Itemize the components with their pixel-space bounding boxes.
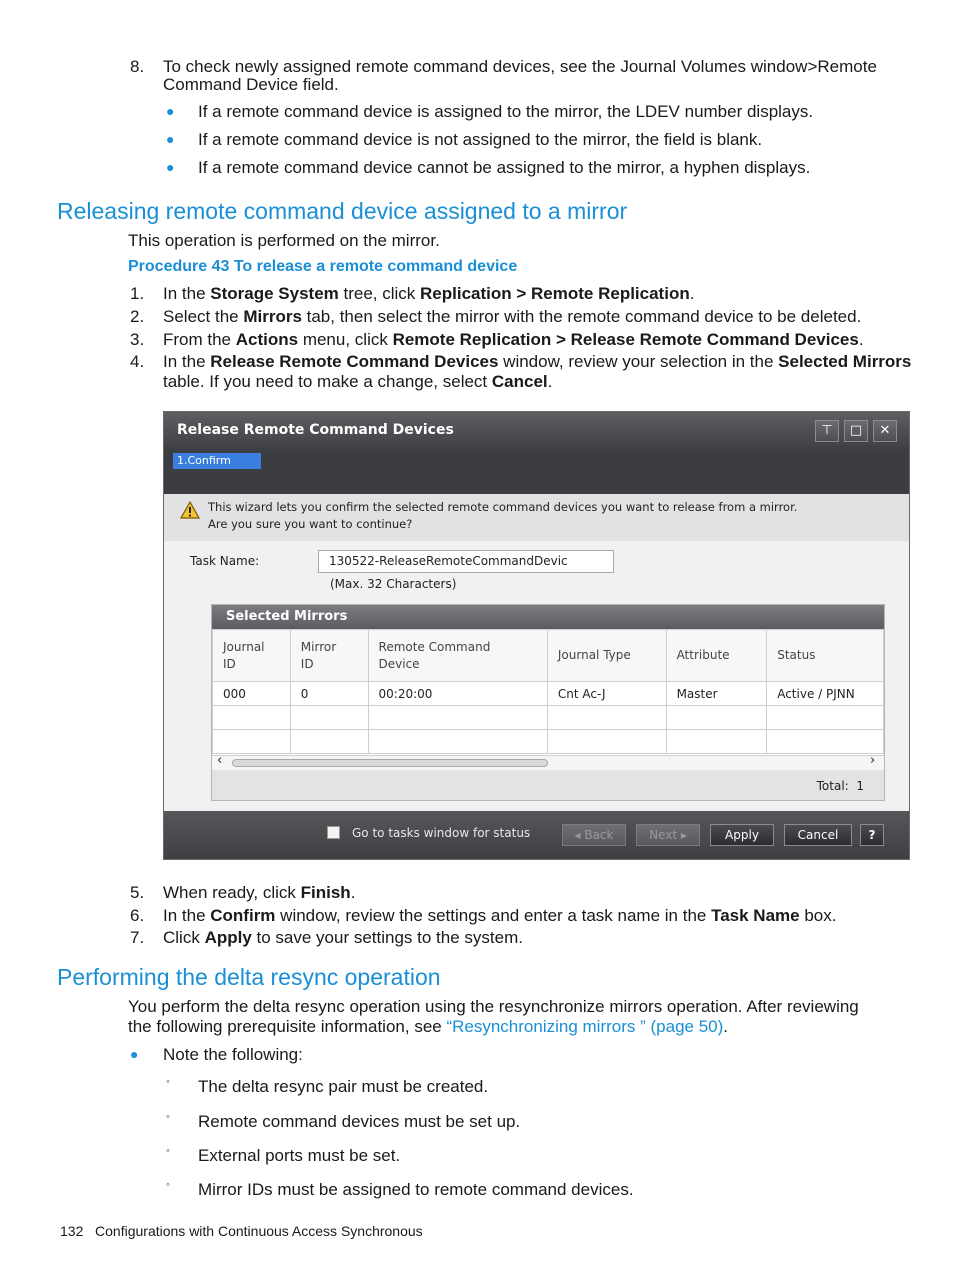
section-heading: Releasing remote command device assigned to a mirror: [57, 198, 628, 224]
wizard-step-bar: [164, 450, 909, 494]
step-text: To check newly assigned remote command devices, see the Journal Volumes window>Remote: [163, 57, 877, 76]
bullet-item: Note the following:: [163, 1045, 303, 1064]
step-number: 8.: [130, 57, 145, 76]
bullet-item: If a remote command device cannot be assigned to the mirror, a hyphen displays.: [198, 158, 811, 177]
selected-mirrors-table: [212, 629, 884, 754]
sub-bullet-item: External ports must be set.: [198, 1146, 401, 1165]
scroll-right-icon[interactable]: ›: [870, 753, 876, 768]
warning-text: This wizard lets you confirm the selected remote command devices you want to release from a mirror. Are you sure you want to continue?: [208, 500, 798, 531]
scrollbar-thumb[interactable]: [232, 759, 548, 767]
step-text: Command Device field.: [163, 75, 339, 94]
section-heading: Performing the delta resync operation: [57, 964, 441, 990]
sub-bullet-item: The delta resync pair must be created.: [198, 1077, 489, 1096]
table-row: [213, 730, 884, 754]
dialog-body: [164, 541, 909, 811]
table-cell: Master: [666, 682, 767, 706]
wizard-step-confirm: 1.Confirm: [173, 453, 261, 469]
paragraph-text: You perform the delta resync operation using the resynchronize mirrors operation. After reviewing: [128, 997, 859, 1016]
table-row: [213, 706, 884, 730]
table-cell: [290, 730, 368, 754]
table-cell: 00:20:00: [368, 682, 547, 706]
step-number: 7.: [130, 928, 145, 947]
table-cell: [213, 730, 291, 754]
step-text: In the Storage System tree, click Replication > Remote Replication.: [163, 284, 695, 303]
table-cell: [290, 706, 368, 730]
table-cell: [666, 730, 767, 754]
intro-text: This operation is performed on the mirror.: [128, 231, 440, 250]
step-text: When ready, click Finish.: [163, 883, 356, 902]
bullet-icon: ●: [130, 1046, 139, 1062]
release-remote-command-devices-dialog: [163, 411, 910, 860]
step-number: 6.: [130, 906, 145, 925]
dialog-footer: [164, 811, 909, 859]
table-header-row: [213, 630, 884, 682]
table-cell: [767, 730, 884, 754]
table-cell: Active / PJNN: [767, 682, 884, 706]
table-cell: [547, 730, 666, 754]
bullet-icon: ●: [166, 131, 175, 147]
page-footer: [60, 1223, 423, 1239]
bullet-item: If a remote command device is not assigned to the mirror, the field is blank.: [198, 130, 763, 149]
cancel-button[interactable]: Cancel: [784, 824, 852, 846]
paragraph-text: the following prerequisite information, see “Resynchronizing mirrors ” (page 50).: [128, 1017, 729, 1036]
apply-button[interactable]: Apply: [710, 824, 774, 846]
task-name-input[interactable]: 130522-ReleaseRemoteCommandDevic: [318, 550, 614, 573]
bullet-item: If a remote command device is assigned to the mirror, the LDEV number displays.: [198, 102, 814, 121]
table-cell: 0: [290, 682, 368, 706]
step-text: Click Apply to save your settings to the system.: [163, 928, 523, 947]
footer-text: Configurations with Continuous Access Synchronous: [95, 1223, 423, 1239]
table-cell: [666, 706, 767, 730]
help-button[interactable]: ?: [860, 824, 884, 846]
selected-mirrors-panel: [211, 604, 885, 801]
step-text: Select the Mirrors tab, then select the mirror with the remote command device to be deleted.: [163, 307, 862, 326]
bullet-icon: ●: [166, 103, 175, 119]
table-cell: [547, 706, 666, 730]
column-header[interactable]: Mirror ID: [290, 630, 368, 682]
go-to-tasks-label: Go to tasks window for status: [352, 826, 531, 840]
task-name-hint: (Max. 32 Characters): [330, 577, 457, 591]
step-number: 2.: [130, 307, 145, 326]
circle-bullet-icon: ◦: [166, 1076, 170, 1088]
step-number: 3.: [130, 330, 145, 349]
column-header[interactable]: Journal ID: [213, 630, 291, 682]
table-cell: [767, 706, 884, 730]
close-icon[interactable]: ✕: [873, 420, 897, 442]
column-header[interactable]: Journal Type: [547, 630, 666, 682]
circle-bullet-icon: ◦: [166, 1111, 170, 1123]
step-number: 5.: [130, 883, 145, 902]
sub-bullet-item: Mirror IDs must be assigned to remote command devices.: [198, 1180, 634, 1199]
column-header[interactable]: Remote Command Device: [368, 630, 547, 682]
step-text: In the Confirm window, review the settings and enter a task name in the Task Name box.: [163, 906, 837, 925]
total-bar: [212, 770, 884, 800]
table-cell: 000: [213, 682, 291, 706]
task-name-label: Task Name:: [190, 554, 260, 568]
page-number: 132: [60, 1223, 84, 1239]
next-button[interactable]: Next ▸: [636, 824, 700, 846]
back-button[interactable]: ◂ Back: [562, 824, 626, 846]
selected-mirrors-title: Selected Mirrors: [212, 605, 884, 629]
dialog-titlebar: [164, 412, 909, 450]
column-header[interactable]: Status: [767, 630, 884, 682]
horizontal-scrollbar[interactable]: [212, 755, 884, 770]
total-count: Total: 1: [816, 779, 864, 793]
step-number: 1.: [130, 284, 145, 303]
pin-icon[interactable]: ⊤: [815, 420, 839, 442]
go-to-tasks-checkbox[interactable]: [327, 826, 340, 839]
step-text: table. If you need to make a change, select Cancel.: [163, 372, 553, 391]
sub-bullet-item: Remote command devices must be set up.: [198, 1112, 521, 1131]
resynchronizing-mirrors-link[interactable]: “Resynchronizing mirrors ” (page 50): [446, 1017, 724, 1036]
maximize-icon[interactable]: □: [844, 420, 868, 442]
procedure-title: Procedure 43 To release a remote command device: [128, 258, 518, 275]
step-text: From the Actions menu, click Remote Replication > Release Remote Command Devices.: [163, 330, 864, 349]
step-text: In the Release Remote Command Devices window, review your selection in the Selected Mirrors: [163, 352, 912, 371]
circle-bullet-icon: ◦: [166, 1145, 170, 1157]
table-cell: [368, 730, 547, 754]
table-row[interactable]: [213, 682, 884, 706]
circle-bullet-icon: ◦: [166, 1179, 170, 1191]
warning-icon: [180, 501, 200, 519]
table-cell: Cnt Ac-J: [547, 682, 666, 706]
warning-message: [164, 494, 909, 542]
dialog-title: Release Remote Command Devices: [177, 422, 454, 438]
table-cell: [368, 706, 547, 730]
step-number: 4.: [130, 352, 145, 371]
bullet-icon: ●: [166, 159, 175, 175]
table-cell: [213, 706, 291, 730]
column-header[interactable]: Attribute: [666, 630, 767, 682]
scroll-left-icon[interactable]: ‹: [217, 753, 223, 768]
